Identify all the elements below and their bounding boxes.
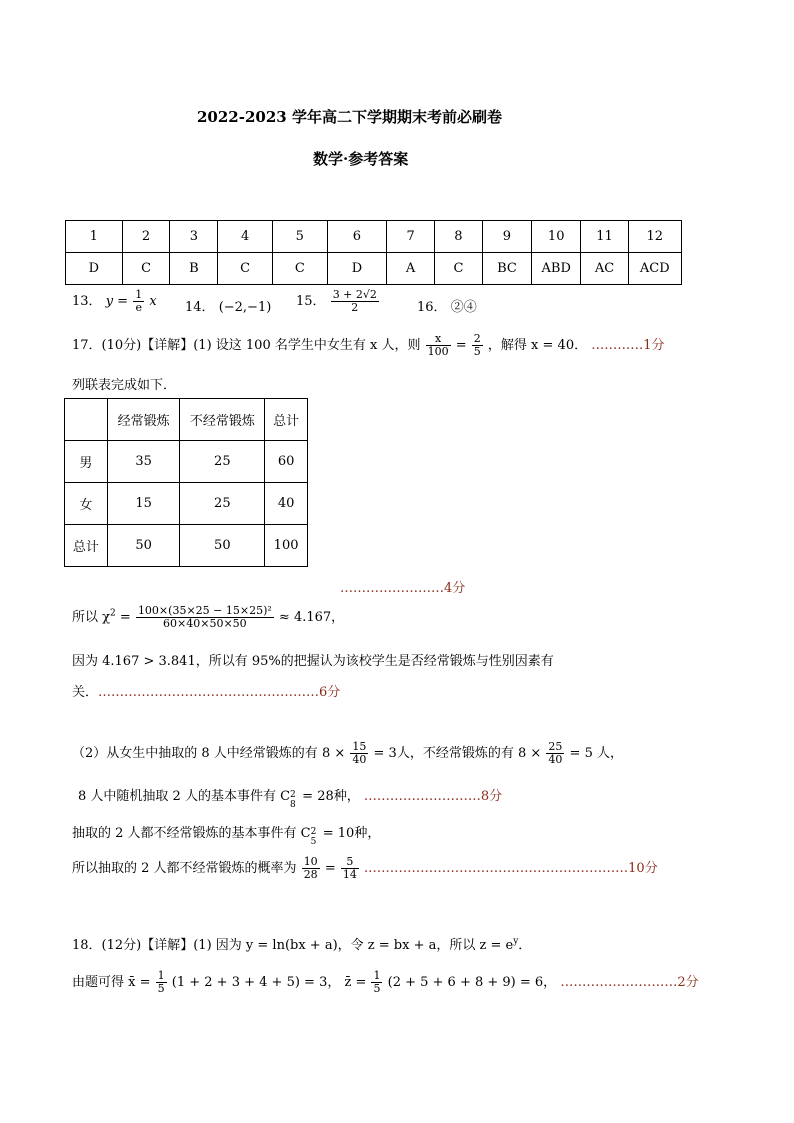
q18-line1-end: ．: [518, 938, 532, 953]
basic-events-suffix: = 28种，: [302, 789, 360, 804]
fraction-1-over-5: [156, 970, 167, 995]
contingency-table-intro: 列联表完成如下．: [72, 378, 177, 393]
contingency-cell: 40: [265, 483, 308, 525]
answer-choice-cell: B: [170, 253, 218, 285]
probability-prefix: 所以抽取的 2 人都不经常锻炼的概率为: [72, 861, 297, 876]
prob-frac2-denominator: 14: [342, 868, 357, 881]
q17-fraction-2-over-5: [472, 333, 483, 358]
q13-numerator: 1: [135, 288, 143, 301]
q18-line2-suffix: (2 + 5 + 6 + 8 + 9) = 6，: [387, 975, 557, 990]
contingency-cell: 100: [265, 525, 308, 567]
fraction-5-over-14: [341, 856, 359, 881]
contingency-cell: 15: [107, 483, 180, 525]
q16-label: 16．: [417, 300, 447, 315]
q17-part2-suffix: = 5 人，: [569, 746, 623, 761]
q15-fraction: [331, 289, 379, 314]
answer-choice-cell: A: [387, 253, 435, 285]
q13-denominator: e: [135, 301, 142, 314]
combination-sub: 8: [290, 800, 296, 810]
answer-number-cell: 2: [122, 221, 170, 253]
q18-frac2-denominator: 5: [373, 982, 381, 995]
p2-frac1-denominator: 40: [352, 753, 367, 766]
chi-equals: =: [119, 610, 131, 625]
contingency-table: [64, 398, 308, 567]
p2-frac2-denominator: 40: [548, 753, 563, 766]
conclusion-line-2: [72, 681, 340, 700]
q13-variable: x: [149, 294, 157, 309]
p2-frac1-numerator: 15: [352, 740, 367, 753]
fraction-10-over-28: [302, 856, 320, 881]
q17-frac1-numerator: x: [426, 333, 451, 346]
q15-denominator: 2: [351, 301, 359, 314]
contingency-cell: 25: [180, 483, 265, 525]
both-suffix: = 10种，: [322, 826, 381, 841]
answer-choice-cell: C: [122, 253, 170, 285]
contingency-header-cell: [65, 399, 108, 441]
fraction-25-over-40: [546, 741, 564, 766]
answer-table-answers-row: [66, 253, 682, 285]
q18-mean-z-label: (1 + 2 + 3 + 4 + 5) = 3， z̄ =: [171, 975, 367, 990]
basic-events-prefix: 8 人中随机抽取 2 人的基本事件有 C: [78, 789, 291, 804]
both-prefix: 抽取的 2 人都不经常锻炼的基本事件有 C: [72, 826, 311, 841]
score-marker: .……………………………………………………10分: [364, 861, 658, 876]
prob-frac1-denominator: 28: [303, 868, 318, 881]
q17-part2-prefix: （2）从女生中抽取的 8 人中经常锻炼的有 8 ×: [72, 746, 346, 761]
answer-choice-cell: AC: [581, 253, 628, 285]
probability-line: [72, 856, 658, 881]
q17-part1-prefix: 17．(10分)【详解】(1) 设这 100 名学生中女生有 x 人，则: [72, 338, 421, 353]
combination-sub: 5: [310, 837, 317, 847]
chi-denominator: 60×40×50×50: [163, 617, 247, 630]
contingency-cell: 60: [265, 441, 308, 483]
score-marker: ………………………2分: [560, 975, 699, 990]
q18-exponent: y: [513, 936, 519, 947]
answer-choice-cell: D: [327, 253, 387, 285]
both-not-exercise-line: [72, 822, 381, 847]
q13-answer: [72, 289, 157, 314]
contingency-cell: 男: [65, 441, 108, 483]
q17-part1-line: [72, 333, 665, 358]
q17-part2-middle: = 3人，不经常锻炼的有 8 ×: [373, 746, 542, 761]
answer-choice-cell: BC: [482, 253, 531, 285]
prob-frac1-numerator: 10: [303, 855, 318, 868]
q13-label: 13．: [72, 294, 102, 309]
q18-line-1: [72, 934, 531, 953]
q14-label: 14．: [185, 300, 215, 315]
answer-number-cell: 7: [387, 221, 435, 253]
contingency-header-cell: 经常锻炼: [107, 399, 180, 441]
contingency-header-row: [65, 399, 308, 441]
prob-frac2-numerator: 5: [341, 856, 359, 869]
q16-value: ②④: [450, 300, 477, 315]
answer-number-cell: 1: [66, 221, 123, 253]
score-marker: ……………………4分: [340, 581, 466, 596]
q18-frac1-numerator: 1: [157, 969, 165, 982]
q13-fraction: [133, 289, 144, 314]
conclusion-line-1: 因为 4.167 > 3.841，所以有 95%的把握认为该校学生是否经常锻炼与性别因素有: [72, 654, 554, 669]
answer-table: [65, 220, 682, 285]
fraction-15-over-40: [350, 741, 368, 766]
answer-table-numbers-row: [66, 221, 682, 253]
contingency-cell: 总计: [65, 525, 108, 567]
answer-number-cell: 3: [170, 221, 218, 253]
q16-answer: [417, 296, 477, 315]
chi-label: 所以 χ: [72, 610, 111, 625]
q14-answer: [185, 296, 271, 315]
q17-part2-line: [72, 741, 623, 766]
answer-choice-cell: C: [435, 253, 483, 285]
contingency-row: [65, 483, 308, 525]
answer-number-cell: 10: [532, 221, 581, 253]
q15-numerator: 3 + 2√2: [332, 288, 377, 301]
contingency-cell: 25: [180, 441, 265, 483]
answer-choice-cell: C: [272, 253, 327, 285]
combination-sup: 2: [290, 790, 296, 800]
q17-frac1-denominator: 100: [427, 345, 449, 358]
q17-part1-suffix: ，解得 x = 40．: [487, 338, 588, 353]
answer-number-cell: 11: [581, 221, 628, 253]
answer-number-cell: 12: [628, 221, 681, 253]
chi-superscript: 2: [110, 608, 116, 619]
q17-frac2-numerator: 2: [473, 332, 481, 345]
q13-lhs: y =: [105, 294, 129, 309]
answer-choice-cell: C: [218, 253, 273, 285]
contingency-row: [65, 525, 308, 567]
q18-mean-x-label: 由题可得 x̄ =: [72, 975, 151, 990]
q18-frac2-numerator: 1: [373, 969, 381, 982]
probability-equals: =: [324, 861, 336, 876]
q14-value: (−2,−1): [218, 300, 272, 315]
fraction-1-over-5: [371, 970, 382, 995]
q15-label: 15．: [296, 294, 326, 309]
q17-frac2-denominator: 5: [473, 345, 481, 358]
contingency-cell: 50: [180, 525, 265, 567]
q17-fraction-x-over-100: [426, 333, 451, 358]
answer-number-cell: 8: [435, 221, 483, 253]
chi-square-line: [72, 605, 344, 630]
chi-numerator: 100×(35×25 − 15×25)²: [137, 604, 272, 617]
q18-intro: 18．(12分)【详解】(1) 因为 y = ln(bx + a)，令 z = bx + a，所以 z = e: [72, 938, 514, 953]
answer-number-cell: 4: [218, 221, 273, 253]
combination-sup: 2: [310, 827, 317, 837]
contingency-row: [65, 441, 308, 483]
document-subtitle: 数学·参考答案: [313, 150, 409, 168]
chi-result: ≈ 4.167，: [278, 610, 345, 625]
q18-line-2: [72, 970, 699, 995]
score-marker: …………1分: [591, 338, 665, 353]
contingency-cell: 女: [65, 483, 108, 525]
chi-square-fraction: [136, 605, 274, 630]
answer-number-cell: 9: [482, 221, 531, 253]
answer-number-cell: 5: [272, 221, 327, 253]
contingency-cell: 50: [107, 525, 180, 567]
q18-frac1-denominator: 5: [157, 982, 165, 995]
basic-events-line: [78, 785, 503, 810]
q15-answer: [296, 289, 380, 314]
conclusion-end: 关．: [72, 685, 99, 700]
answer-number-cell: 6: [327, 221, 387, 253]
document-title: 2022-2023 学年高二下学期期末考前必刷卷: [197, 108, 502, 126]
contingency-cell: 35: [107, 441, 180, 483]
contingency-header-cell: 总计: [265, 399, 308, 441]
p2-frac2-numerator: 25: [548, 740, 563, 753]
score-marker: ……………………………………………6分: [98, 685, 341, 700]
answer-choice-cell: D: [66, 253, 123, 285]
answer-choice-cell: ACD: [628, 253, 681, 285]
answer-choice-cell: ABD: [532, 253, 581, 285]
contingency-header-cell: 不经常锻炼: [180, 399, 265, 441]
q17-equals: =: [455, 338, 467, 353]
score-marker: ………………………8分: [363, 789, 503, 804]
